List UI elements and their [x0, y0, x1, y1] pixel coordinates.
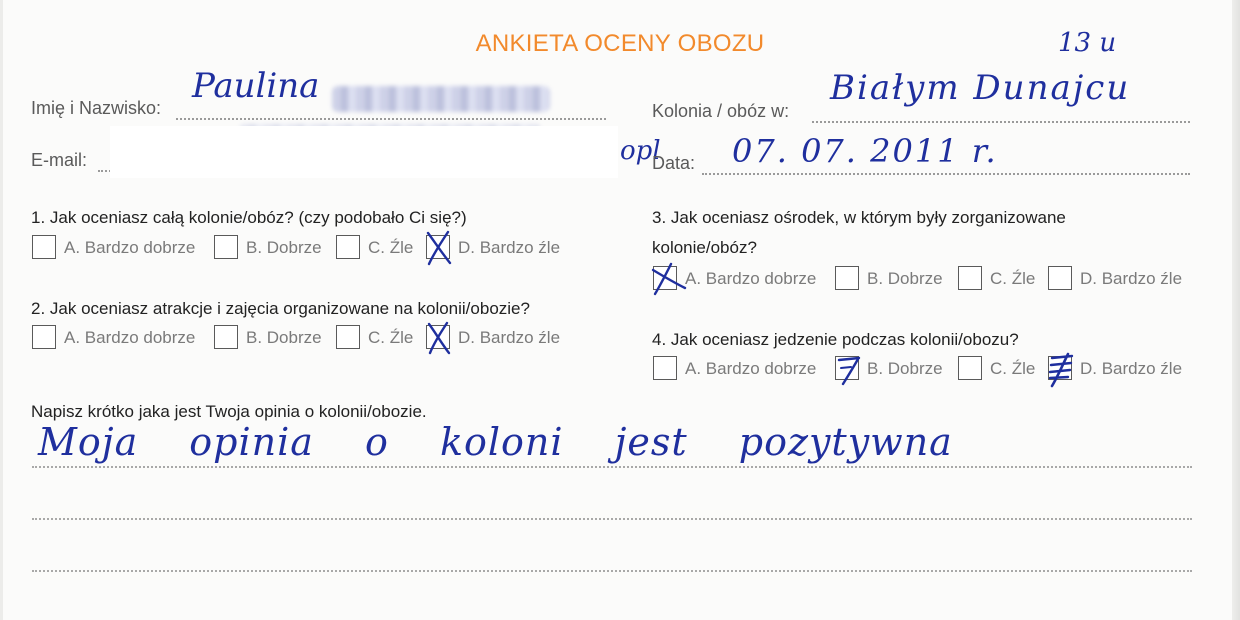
name-line [176, 118, 606, 120]
question-3 [652, 203, 1066, 263]
camp-line [812, 121, 1190, 123]
card-left-edge [0, 0, 3, 620]
checkbox[interactable] [214, 235, 238, 259]
question-1: 1. Jak oceniasz całą kolonie/obóz? (czy podobało Ci się?) [31, 208, 467, 227]
checkbox[interactable] [1048, 266, 1072, 290]
email-label: E-mail: [31, 150, 88, 170]
form-title: ANKIETA OCENY OBOZU [475, 30, 765, 57]
date-value[interactable]: 07. 07. 2011 r. [732, 132, 998, 170]
corner-note: 13 u [1058, 28, 1117, 58]
handwritten-x-mark [649, 258, 689, 298]
question-4: 4. Jak oceniasz jedzenie podczas kolonii/obozu? [652, 330, 1019, 349]
checkbox[interactable] [32, 325, 56, 349]
checkbox[interactable] [336, 325, 360, 349]
question-4-options: A. Bardzo dobrze B. Dobrze C. Źle D. Bardzo źle [653, 356, 1213, 382]
checkbox[interactable] [214, 325, 238, 349]
name-value[interactable]: Paulina [192, 66, 320, 106]
checkbox[interactable] [336, 235, 360, 259]
handwritten-x-mark [422, 317, 456, 357]
handwritten-scribble-mark [1044, 348, 1080, 390]
handwritten-x-mark [422, 227, 456, 267]
name-label: Imię i Nazwisko: [31, 98, 162, 118]
question-3-options: A. Bardzo dobrze B. Dobrze C. Źle D. Bardzo źle [653, 266, 1213, 292]
opinion-question: Napisz krótko jaka jest Twoja opinia o kolonii/obozie. [31, 402, 427, 421]
checkbox[interactable] [32, 235, 56, 259]
camp-label: Kolonia / obóz w: [652, 101, 790, 121]
checkbox[interactable] [958, 266, 982, 290]
question-2: 2. Jak oceniasz atrakcje i zajęcia organizowane na kolonii/obozie? [31, 299, 530, 318]
email-tail: opl [620, 136, 661, 166]
checkbox[interactable] [653, 356, 677, 380]
redacted-email [110, 126, 618, 178]
handwritten-check-mark [831, 348, 867, 388]
question-3-line-2: kolonie/obóz? [652, 238, 757, 257]
date-label: Data: [652, 153, 696, 173]
question-2-options: A. Bardzo dobrze B. Dobrze C. Źle D. Bardzo źle [32, 325, 632, 351]
checkbox[interactable] [958, 356, 982, 380]
opinion-line-1 [32, 466, 1192, 468]
camp-value[interactable]: Białym Dunajcu [830, 68, 1131, 108]
question-1-options: A. Bardzo dobrze B. Dobrze C. Źle D. Bardzo źle [32, 235, 632, 261]
redacted-surname [332, 86, 550, 112]
date-line [702, 173, 1190, 175]
card-right-edge [1232, 0, 1240, 620]
opinion-line-3 [32, 570, 1192, 572]
opinion-line-2 [32, 518, 1192, 520]
checkbox[interactable] [835, 266, 859, 290]
opinion-answer[interactable]: Moja opinia o koloni jest pozytywna [38, 420, 953, 464]
question-3-line-1: 3. Jak oceniasz ośrodek, w którym były zorganizowane [652, 208, 1066, 227]
